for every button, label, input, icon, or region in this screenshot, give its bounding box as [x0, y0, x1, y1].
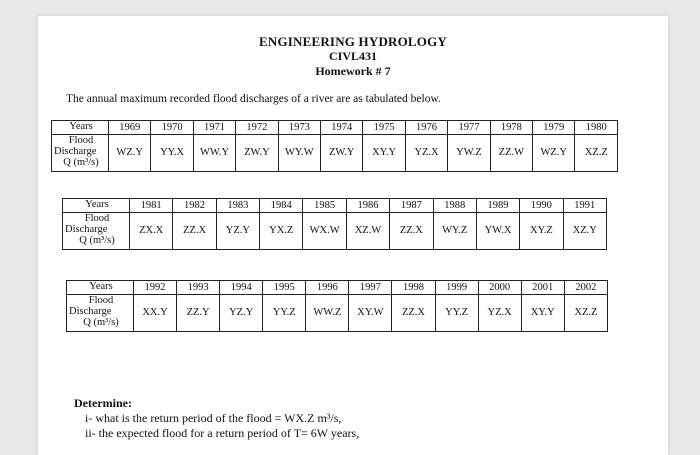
year-cell: 1972	[236, 121, 278, 135]
year-cell: 1978	[490, 121, 532, 135]
years-row	[67, 281, 608, 295]
discharge-label	[63, 213, 130, 250]
course-code: CIVL431	[328, 49, 377, 63]
discharge-label-line: Discharge	[54, 146, 97, 157]
page-title: ENGINEERING HYDROLOGY	[258, 34, 448, 49]
year-cell: 1977	[448, 121, 490, 135]
year-cell: 1983	[216, 199, 259, 213]
year-cell: 1981	[130, 199, 173, 213]
discharge-cell: ZW.Y	[321, 135, 363, 172]
discharge-cell: YY.Z	[435, 295, 478, 332]
discharge-cell: YZ.Y	[220, 295, 263, 332]
discharge-cell: YW.Z	[448, 135, 490, 172]
discharge-cell: WY.Z	[433, 213, 476, 250]
year-cell: 1974	[321, 121, 363, 135]
year-cell: 1988	[433, 199, 476, 213]
year-cell: 1976	[405, 121, 447, 135]
discharge-cell: XZ.Z	[575, 135, 618, 172]
year-cell: 1998	[392, 281, 435, 295]
homework-number: Homework # 7	[315, 64, 391, 78]
discharge-cell: YX.Z	[260, 213, 303, 250]
year-cell: 1992	[134, 281, 177, 295]
document-header	[38, 34, 668, 79]
discharge-cell: WZ.Y	[533, 135, 575, 172]
flood-table-1	[51, 120, 618, 172]
discharge-label-line: Discharge	[65, 224, 108, 235]
years-label: Years	[63, 199, 130, 213]
discharge-cell: ZW.Y	[236, 135, 278, 172]
discharge-cell: XZ.Y	[563, 213, 606, 250]
discharge-cell: WW.Z	[306, 295, 349, 332]
discharge-cell: YZ.Y	[216, 213, 259, 250]
years-label: Years	[67, 281, 134, 295]
discharge-cell: XY.Y	[363, 135, 405, 172]
year-cell: 1982	[173, 199, 216, 213]
year-cell: 2000	[478, 281, 521, 295]
discharge-cell: ZZ.X	[392, 295, 435, 332]
years-label: Years	[52, 121, 109, 135]
discharge-cell: ZZ.X	[173, 213, 216, 250]
year-cell: 1973	[278, 121, 320, 135]
year-cell: 1969	[109, 121, 151, 135]
intro-text: The annual maximum recorded flood discharges of a river are as tabulated below.	[66, 93, 441, 105]
year-cell: 1991	[563, 199, 606, 213]
years-row	[52, 121, 618, 135]
discharge-cell: WX.W	[303, 213, 346, 250]
discharge-cell: YZ.X	[405, 135, 447, 172]
discharge-cell: WW.Y	[193, 135, 235, 172]
year-cell: 1986	[346, 199, 389, 213]
question-item: ii- the expected flood for a return period of T= 6W years,	[85, 426, 360, 440]
year-cell: 1999	[435, 281, 478, 295]
year-cell: 1971	[193, 121, 235, 135]
year-cell: 1989	[476, 199, 519, 213]
discharge-row	[63, 213, 607, 250]
discharge-cell: WY.W	[278, 135, 320, 172]
year-cell: 1987	[390, 199, 433, 213]
discharge-cell: XZ.Z	[564, 295, 607, 332]
discharge-label-line: Q (m³/s)	[79, 235, 115, 246]
discharge-row	[52, 135, 618, 172]
discharge-cell: YY.X	[151, 135, 193, 172]
years-row	[63, 199, 607, 213]
year-cell: 1990	[520, 199, 563, 213]
discharge-label-line: Flood	[84, 213, 110, 224]
year-cell: 1975	[363, 121, 405, 135]
discharge-cell: XX.Y	[134, 295, 177, 332]
flood-table-3	[66, 280, 608, 332]
year-cell: 2001	[521, 281, 564, 295]
discharge-label-line: Q (m³/s)	[83, 317, 119, 328]
year-cell: 1993	[177, 281, 220, 295]
year-cell: 1980	[575, 121, 618, 135]
discharge-cell: XY.Z	[520, 213, 563, 250]
discharge-label	[67, 295, 134, 332]
year-cell: 2002	[564, 281, 607, 295]
year-cell: 1970	[151, 121, 193, 135]
discharge-row	[67, 295, 608, 332]
discharge-cell: XY.W	[349, 295, 392, 332]
flood-table-2	[62, 198, 607, 250]
question-item: i- what is the return period of the flood = WX.Z m³/s,	[85, 411, 342, 425]
discharge-label-line: Q (m³/s)	[63, 157, 99, 168]
discharge-cell: YW.X	[476, 213, 519, 250]
year-cell: 1985	[303, 199, 346, 213]
discharge-label-line: Flood	[68, 135, 94, 146]
discharge-cell: ZZ.X	[390, 213, 433, 250]
discharge-cell: WZ.Y	[109, 135, 151, 172]
discharge-cell: ZX.X	[130, 213, 173, 250]
year-cell: 1994	[220, 281, 263, 295]
discharge-label-line: Discharge	[69, 306, 112, 317]
discharge-cell: YY.Z	[263, 295, 306, 332]
year-cell: 1984	[260, 199, 303, 213]
discharge-cell: ZZ.Y	[177, 295, 220, 332]
determine-title: Determine:	[74, 396, 132, 410]
discharge-cell: ZZ.W	[490, 135, 532, 172]
year-cell: 1995	[263, 281, 306, 295]
discharge-cell: XY.Y	[521, 295, 564, 332]
discharge-label-line: Flood	[88, 295, 114, 306]
year-cell: 1996	[306, 281, 349, 295]
discharge-cell: XZ.W	[346, 213, 389, 250]
discharge-label	[52, 135, 109, 172]
determine-section	[74, 396, 359, 441]
discharge-cell: YZ.X	[478, 295, 521, 332]
year-cell: 1997	[349, 281, 392, 295]
year-cell: 1979	[533, 121, 575, 135]
